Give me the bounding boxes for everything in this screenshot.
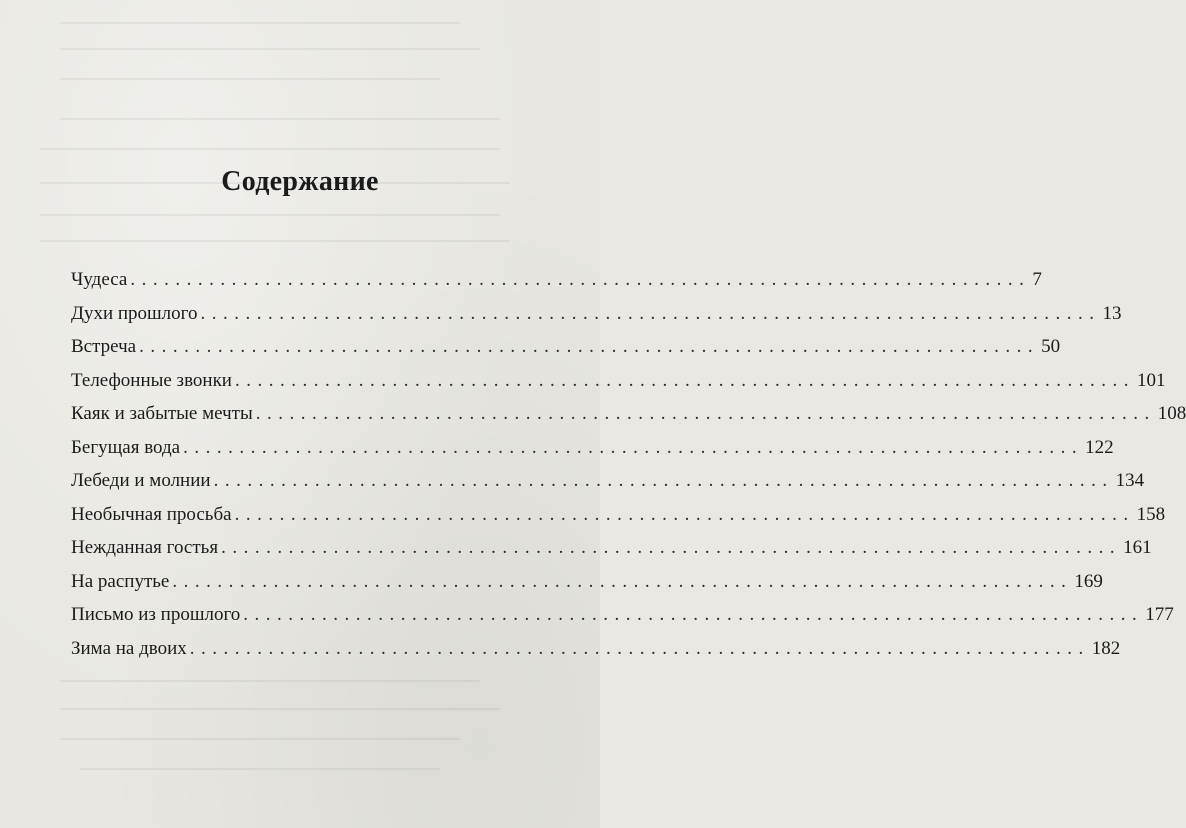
toc-entry-page-number: 161 [1123, 537, 1152, 558]
toc-entry [71, 330, 1061, 364]
toc-entry [71, 431, 1114, 465]
toc-entry-title: Зима на двоих [71, 637, 187, 659]
toc-dot-leader: ................................................................................ [243, 604, 1144, 625]
toc-entry-page-number: 108 [1157, 403, 1186, 424]
toc-dot-leader: ................................................................................ [200, 302, 1101, 324]
toc-entry [71, 565, 1103, 599]
toc-dot-leader: ................................................................................ [183, 436, 1084, 458]
toc-entry-page-number: 158 [1136, 503, 1166, 525]
toc-entry-page-number: 134 [1115, 470, 1145, 491]
toc-entry-page-number: 169 [1074, 570, 1103, 592]
toc-entry [71, 498, 1166, 532]
toc-entry [71, 364, 1166, 398]
page-title: Содержание [221, 166, 379, 197]
toc-entry-title: Чудеса [71, 269, 128, 290]
toc-entry-page-number: 122 [1085, 436, 1114, 458]
toc-entry-page-number: 13 [1102, 302, 1122, 324]
toc-entry-page-number: 7 [1032, 269, 1042, 290]
table-of-contents [71, 263, 1186, 665]
toc-dot-leader: ................................................................................ [213, 470, 1114, 491]
toc-entry-title: Нежданная гостья [71, 537, 219, 558]
toc-entry-title: Необычная просьба [71, 503, 232, 525]
toc-entry-page-number: 182 [1091, 637, 1121, 659]
toc-entry-title: Бегущая вода [71, 436, 181, 458]
toc-entry-title: Телефонные звонки [71, 369, 232, 391]
toc-dot-leader: ................................................................................ [221, 537, 1122, 558]
toc-entry [71, 464, 1145, 498]
toc-dot-leader: ................................................................................ [130, 269, 1031, 290]
toc-entry [71, 263, 1042, 297]
toc-dot-leader: ................................................................................ [234, 503, 1135, 525]
toc-entry-title: Духи прошлого [71, 302, 198, 324]
toc-entry-title: Письмо из прошлого [71, 604, 241, 625]
toc-entry-title: Лебеди и молнии [71, 470, 211, 491]
toc-dot-leader: ................................................................................ [255, 403, 1156, 424]
toc-entry [71, 632, 1121, 666]
toc-dot-leader: ................................................................................ [234, 369, 1135, 391]
toc-dot-leader: ................................................................................ [189, 637, 1090, 659]
toc-entry-page-number: 101 [1136, 369, 1166, 391]
toc-dot-leader: ................................................................................ [172, 570, 1073, 592]
toc-entry-title: Встреча [71, 336, 137, 357]
toc-entry-page-number: 50 [1041, 336, 1061, 357]
toc-entry [71, 297, 1122, 331]
toc-entry-title: Каяк и забытые мечты [71, 403, 253, 424]
toc-entry-title: На распутье [71, 570, 170, 592]
toc-entry [71, 598, 1174, 632]
toc-entry [71, 531, 1152, 565]
toc-entry-page-number: 177 [1145, 604, 1174, 625]
toc-dot-leader: ................................................................................ [139, 336, 1040, 357]
toc-entry [71, 397, 1186, 431]
